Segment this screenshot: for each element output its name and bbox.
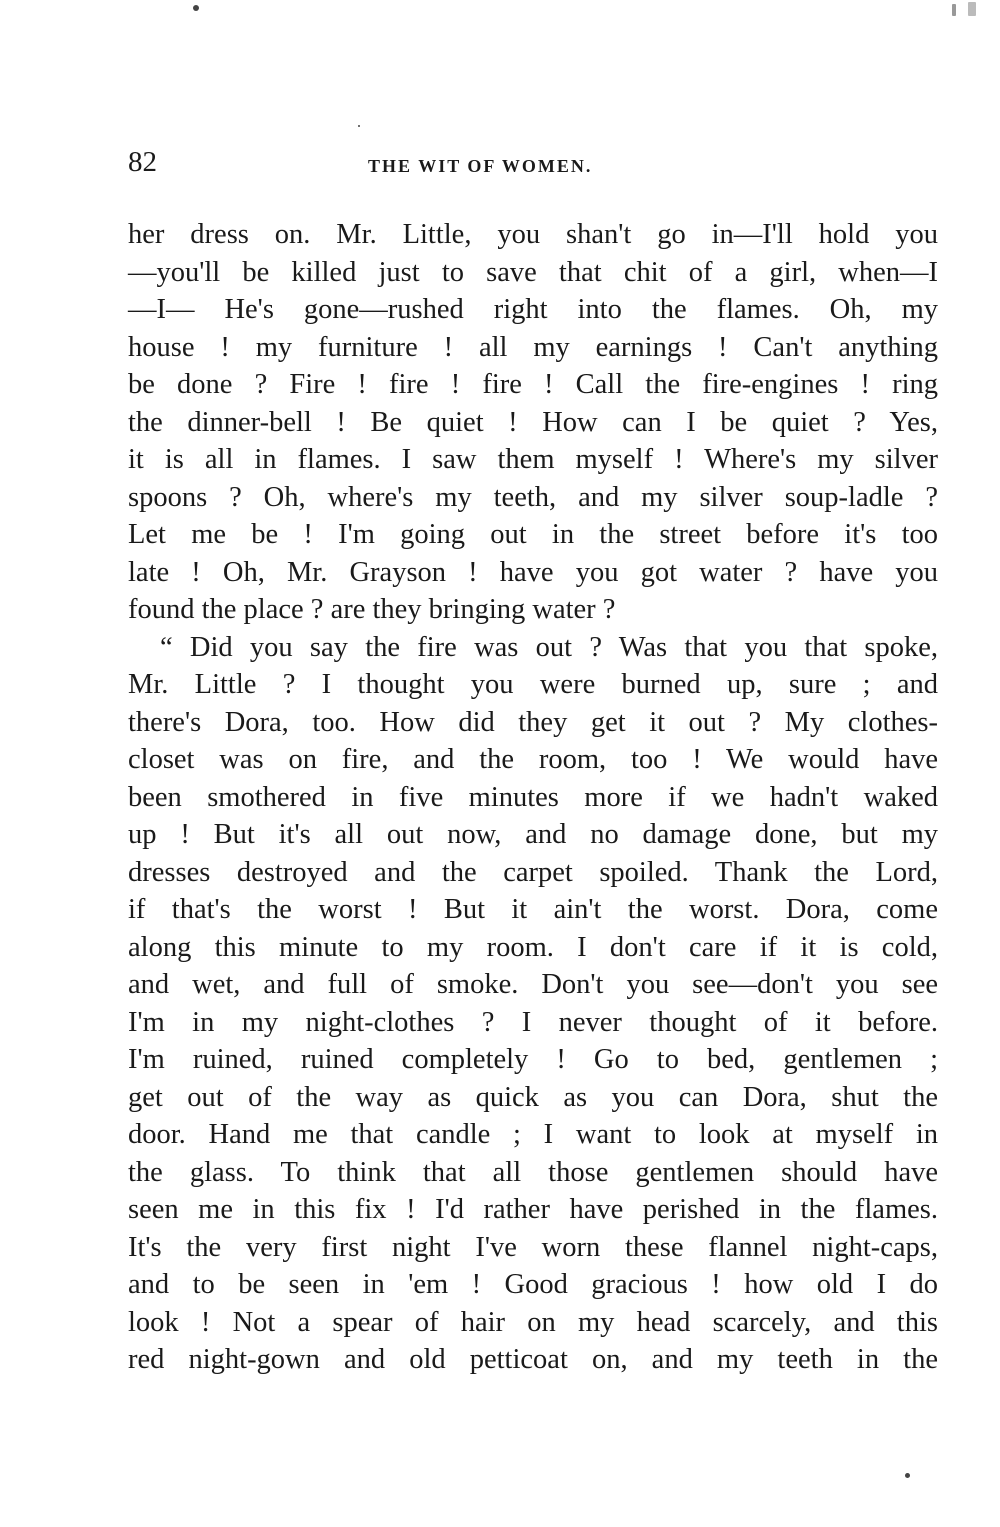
text-line: —I— He's gone—rushed right into the flames. Oh, my	[128, 294, 938, 325]
text-line: Mr. Little ? I thought you were burned up, sure ; and	[128, 669, 938, 700]
print-speck	[193, 5, 199, 11]
page-header	[128, 146, 938, 186]
print-speck	[952, 4, 956, 16]
text-line: if that's the worst ! But it ain't the worst. Dora, come	[128, 894, 938, 925]
text-line: —you'll be killed just to save that chit of a girl, when—I	[128, 256, 938, 288]
text-line: been smothered in five minutes more if we hadn't waked	[128, 781, 938, 813]
text-line: there's Dora, too. How did they get it out ? My clothes-	[128, 706, 938, 738]
text-line: closet was on fire, and the room, too ! We would have	[128, 744, 938, 775]
text-line: up ! But it's all out now, and no damage done, but my	[128, 819, 938, 850]
text-line: dresses destroyed and the carpet spoiled. Thank the Lord,	[128, 856, 938, 888]
text-line: house ! my furniture ! all my earnings ! Can't anything	[128, 331, 938, 363]
text-line: it is all in flames. I saw them myself ! Where's my silver	[128, 444, 938, 475]
text-line: late ! Oh, Mr. Grayson ! have you got water ? have you	[128, 556, 938, 588]
text-line: and wet, and full of smoke. Don't you see—don't you see	[128, 969, 938, 1000]
running-head: THE WIT OF WOMEN.	[368, 156, 593, 176]
text-line: Let me be ! I'm going out in the street before it's too	[128, 519, 938, 550]
body-text	[128, 216, 938, 1379]
text-line: spoons ? Oh, where's my teeth, and my silver soup-ladle ?	[128, 481, 938, 513]
text-line: the dinner-bell ! Be quiet ! How can I be quiet ? Yes,	[128, 406, 938, 438]
text-line: the glass. To think that all those gentlemen should have	[128, 1156, 938, 1188]
print-speck	[905, 1473, 910, 1478]
text-line: get out of the way as quick as you can Dora, shut the	[128, 1081, 938, 1113]
text-line: her dress on. Mr. Little, you shan't go in—I'll hold you	[128, 219, 938, 250]
text-line: I'm in my night-clothes ? I never thought of it before.	[128, 1006, 938, 1038]
text-line: I'm ruined, ruined completely ! Go to bed, gentlemen ;	[128, 1044, 938, 1075]
text-line: door. Hand me that candle ; I want to look at myself in	[128, 1119, 938, 1150]
page-number: 82	[128, 146, 157, 178]
text-line: look ! Not a spear of hair on my head scarcely, and this	[128, 1306, 938, 1338]
text-line: seen me in this fix ! I'd rather have perished in the flames.	[128, 1194, 938, 1225]
text-line: red night-gown and old petticoat on, and my teeth in the	[128, 1344, 938, 1375]
text-line: along this minute to my room. I don't care if it is cold,	[128, 931, 938, 963]
text-line: be done ? Fire ! fire ! fire ! Call the fire-engines ! ring	[128, 369, 938, 400]
print-speck	[358, 125, 360, 127]
text-line: and to be seen in 'em ! Good gracious ! how old I do	[128, 1269, 938, 1300]
print-speck	[968, 2, 976, 16]
text-line: “ Did you say the fire was out ? Was that you that spoke,	[160, 631, 938, 663]
text-line: found the place ? are they bringing water ?	[128, 594, 616, 625]
text-line: It's the very first night I've worn these flannel night-caps,	[128, 1231, 938, 1263]
